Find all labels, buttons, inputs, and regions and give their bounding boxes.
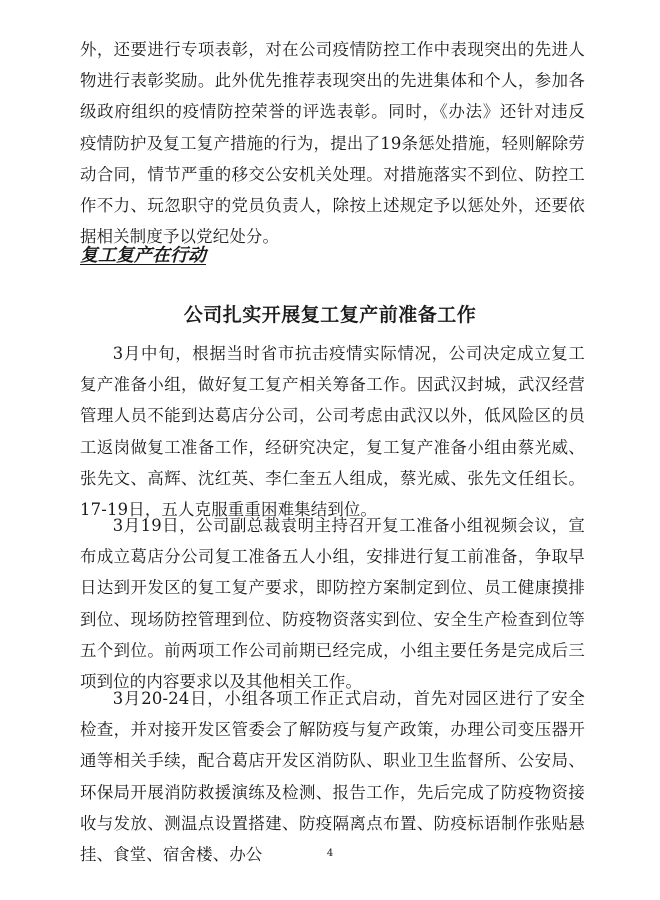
paragraph-mid-march: 3月中旬，根据当时省市抗击疫情实际情况，公司决定成立复工复产准备小组，做好复工复产相关筹备工作。因武汉封城，武汉经营管理人员不能到达葛店分公司，公司考虑由武汉以外，低风险区的员工返岗做复工准备工作，经研究决定，复工复产准备小组由蔡光威、张先文、高辉、沈红英、李仁奎五人组成，蔡光威、张先文任组长。17-19日，五人克服重重困难集结到位。 (80, 344, 585, 520)
continuation-paragraph: 外，还要进行专项表彰，对在公司疫情防控工作中表现突出的先进人物进行表彰奖励。此外优先推荐表现突出的先进集体和个人，参加各级政府组织的疫情防控荣誉的评选表彰。同时，《办法》还针对违反疫情防护及复工复产措施的行为，提出了19条惩处措施，轻则解除劳动合同，情节严重的移交公安机关处理。对措施落实不到位、防控工作不力、玩忽职守的党员负责人，除按上述规定予以惩处外，还要依据相关制度予以党纪处分。 (80, 40, 585, 247)
page-number: 4 (326, 848, 334, 859)
paragraph-march-19: 3月19日，公司副总裁袁明主持召开复工准备小组视频会议，宣布成立葛店分公司复工准备五人小组，安排进行复工前准备，争取早日达到开发区的复工复产要求，即防控方案制定到位、员工健康摸排到位、现场防控管理到位、防疫物资落实到位、安全生产检查到位等五个到位。前两项工作公司前期已经完成，小组主要任务是完成后三项到位的内容要求以及其他相关工作。 (80, 516, 585, 692)
article-title: 公司扎实开展复工复产前准备工作 (183, 304, 477, 326)
section-heading: 复工复产在行动 (80, 245, 206, 266)
paragraph-march-20-24: 3月20-24日，小组各项工作正式启动，首先对园区进行了安全检查，并对接开发区管委会了解防疫与复产政策，办理公司变压器开通等相关手续，配合葛店开发区消防队、职业卫生监督所、公安局、环保局开展消防救援演练及检测、报告工作，先后完成了防疫物资接收与发放、测温点设置搭建、防疫隔离点布置、防疫标语制作张贴悬挂、食堂、宿舍楼、办公 (80, 689, 585, 865)
